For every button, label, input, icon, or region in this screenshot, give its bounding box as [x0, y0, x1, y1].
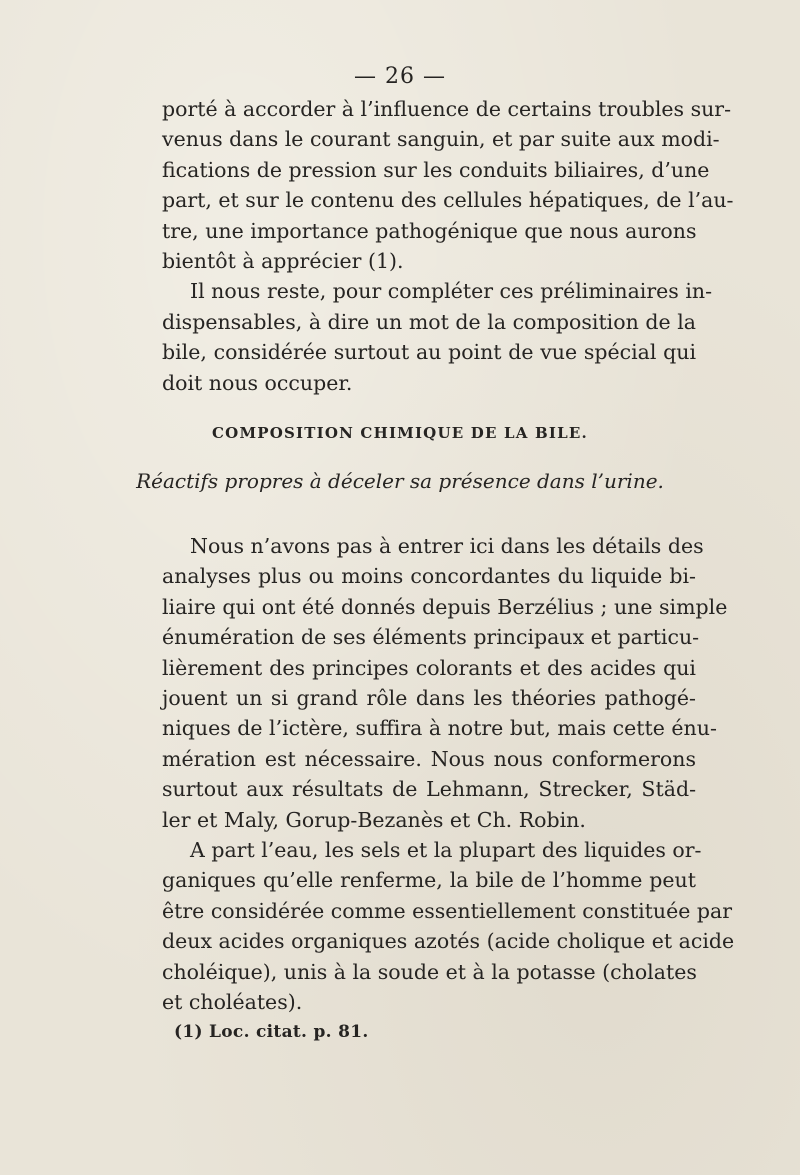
text-line: mération est nécessaire. Nous nous conformerons [162, 746, 696, 771]
section-subheading: Réactifs propres à déceler sa présence dans l’urine. [136, 469, 664, 493]
text-line: analyses plus ou moins concordantes du liquide bi- [162, 564, 696, 589]
text-line: part, et sur le contenu des cellules hépatiques, de l’au- [162, 188, 734, 213]
text-line: choléique), unis à la soude et à la potasse (cholates [162, 959, 697, 984]
text-line: être considérée comme essentiellement constituée par [162, 898, 733, 923]
text-line: Nous n’avons pas à entrer ici dans les détails des [190, 534, 704, 558]
text-line: Il nous reste, pour compléter ces préliminaires in- [190, 279, 712, 304]
text-line: dispensables, à dire un mot de la composition de la [162, 309, 696, 334]
text-line: ganiques qu’elle renferme, la bile de l’homme peut [162, 868, 696, 893]
footnote: (1) Loc. citat. p. 81. [174, 1022, 369, 1042]
text-line: venus dans le courant sanguin, et par suite aux modi- [162, 127, 720, 152]
text-line: doit nous occuper. [162, 370, 353, 395]
text-line: fications de pression sur les conduits biliaires, d’une [162, 157, 710, 182]
paragraph-analyses [162, 531, 728, 835]
text-line: ler et Maly, Gorup-Bezanès et Ch. Robin. [162, 807, 586, 832]
text-line: liaire qui ont été donnés depuis Berzélius ; une simple [162, 594, 728, 619]
text-line: bientôt à apprécier (1). [162, 249, 404, 274]
text-line: bile, considérée surtout au point de vue spécial qui [162, 340, 696, 365]
text-block-lower [162, 531, 735, 1018]
text-block-upper [162, 94, 734, 398]
text-line: deux acides organiques azotés (acide cholique et acide [162, 929, 735, 954]
text-line: lièrement des principes colorants et des acides qui [162, 655, 696, 680]
text-line: porté à accorder à l’influence de certains troubles sur- [162, 97, 732, 121]
text-line: A part l’eau, les sels et la plupart des liquides or- [190, 838, 702, 863]
text-line: niques de l’ictère, suffira à notre but, mais cette énu- [162, 716, 717, 741]
text-line: surtout aux résultats de Lehmann, Strecker, Städ- [162, 777, 696, 802]
page-number: — 26 — [354, 64, 446, 89]
paragraph-composition [162, 835, 735, 1017]
text-line: jouent un si grand rôle dans les théories pathogé- [162, 686, 696, 711]
section-heading: COMPOSITION CHIMIQUE DE LA BILE. [212, 424, 588, 442]
text-line: et choléates). [162, 990, 303, 1015]
text-line: énumération de ses éléments principaux et particu- [162, 625, 700, 650]
paragraph-preliminaries [162, 276, 712, 398]
text-line: tre, une importance pathogénique que nous aurons [162, 218, 697, 243]
paragraph-influence [162, 94, 734, 276]
